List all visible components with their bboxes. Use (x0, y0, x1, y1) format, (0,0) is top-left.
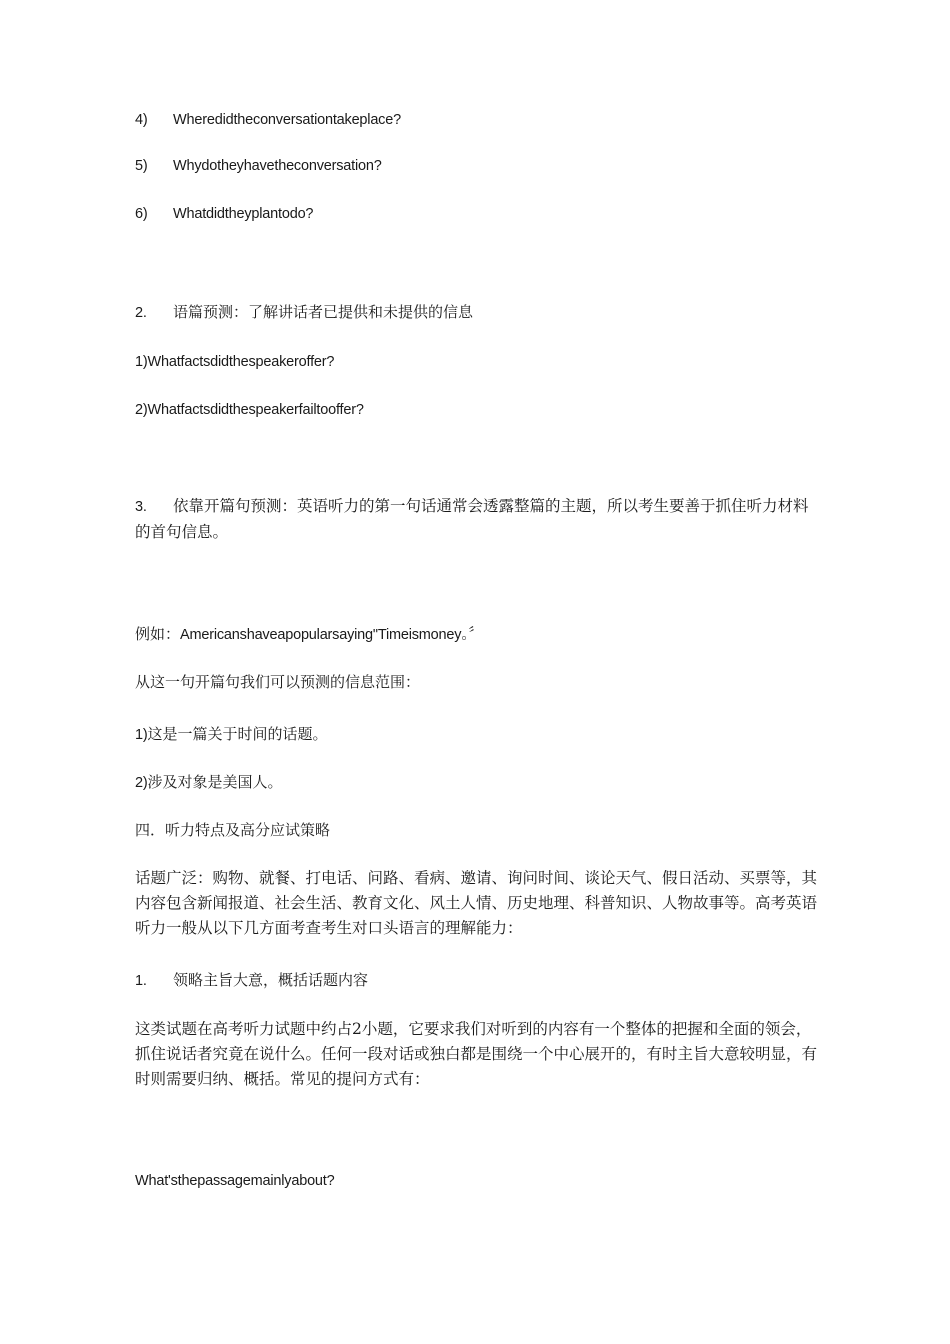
predict-item-1 (135, 722, 825, 747)
question-number: 5) (135, 158, 148, 174)
question-text: Whydotheyhavetheconversation? (173, 158, 382, 174)
section-number: 2. (135, 305, 147, 321)
point-title: 领略主旨大意，概括话题内容 (173, 971, 369, 989)
item-number: 2) (135, 775, 148, 791)
point-number: 1. (135, 973, 147, 989)
section-number: 3. (135, 499, 147, 515)
topics-paragraph: 话题广泛：购物、就餐、打电话、问路、看病、邀请、询问时间、谈论天气、假日活动、买票等，其内容包含新闻报道、社会生活、教育文化、风土人情、历史地理、科普知识、人物故事等。高考英语听力一般从以下几方面考查考生对口头语言的理解能力： (135, 869, 818, 937)
example-quote: 〞 (468, 625, 484, 643)
question-6 (135, 202, 825, 226)
example-line (135, 622, 825, 647)
section-4-heading: 四．听力特点及高分应试策略 (135, 821, 331, 839)
point-1-heading (135, 968, 825, 993)
section-2-question-2: 2)Whatfactsdidthespeakerfailtooffer? (135, 402, 364, 418)
question-4 (135, 108, 825, 132)
question-number: 4) (135, 112, 148, 128)
predict-intro: 从这一句开篇句我们可以预测的信息范围： (135, 673, 421, 691)
item-text: 涉及对象是美国人。 (147, 773, 283, 791)
item-text: 这是一篇关于时间的话题。 (147, 725, 328, 743)
sample-question: What'sthepassagemainlyabout? (135, 1173, 335, 1189)
example-text: Americanshaveapopularsaying"Timeismoney。 (180, 627, 469, 643)
section-2-question-1: 1)Whatfactsdidthespeakeroffer? (135, 354, 335, 370)
section-2-heading (135, 300, 825, 325)
question-5 (135, 154, 825, 178)
section-3-paragraph (135, 494, 823, 545)
predict-item-2 (135, 770, 825, 795)
example-prefix: 例如： (135, 625, 181, 643)
section-title: 语篇预测：了解讲话者已提供和未提供的信息 (173, 303, 474, 321)
point-1-paragraph: 这类试题在高考听力试题中约占2小题，它要求我们对听到的内容有一个整体的把握和全面的领会，抓住说话者究竟在说什么。任何一段对话或独白都是围绕一个中心展开的，有时主旨大意较明显，有时则需要归纳、概括。常见的提问方式有： (135, 1020, 818, 1088)
item-number: 1) (135, 727, 148, 743)
question-number: 6) (135, 206, 148, 222)
question-text: Wheredidtheconversationtakeplace? (173, 112, 401, 128)
question-text: Whatdidtheyplantodo? (173, 206, 314, 222)
section-text: 依靠开篇句预测：英语听力的第一句话通常会透露整篇的主题，所以考生要善于抓住听力材料的首句信息。 (135, 497, 809, 541)
